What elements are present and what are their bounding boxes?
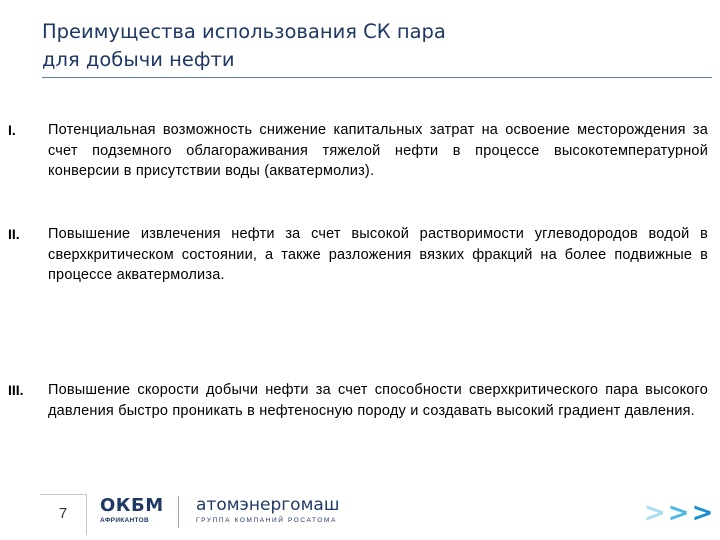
atomenergomash-logo <box>196 494 356 530</box>
list-item-number: III. <box>8 382 24 398</box>
title-divider <box>42 77 712 78</box>
page-number: 7 <box>40 494 87 535</box>
list-item-text: Повышение извлечения нефти за счет высокой растворимости углеводородов водой в сверхкритическом состоянии, а также разложения вязких фракций на более подвижные в процессе акватермолиза. <box>48 226 708 283</box>
slide-title <box>42 18 642 74</box>
list-item-text: Повышение скорости добычи нефти за счет способности сверхкритического пара высокого давления быстро проникать в нефтеносную породу и создавать высокий градиент давления. <box>48 382 708 419</box>
okbm-logo <box>100 496 170 530</box>
chevron-right-icon: > <box>644 498 668 528</box>
okbm-logo-name: ОКБМ <box>100 495 164 516</box>
list-item-number: I. <box>8 122 16 138</box>
atomenergomash-logo-name: атомэнергомаш <box>196 495 340 515</box>
footer-divider <box>178 496 179 528</box>
atomenergomash-logo-subtitle: ГРУППА КОМПАНИЙ РОСАТОМА <box>196 517 337 524</box>
okbm-logo-subtitle: АФРИКАНТОВ <box>100 517 150 524</box>
chevron-right-icon: > <box>691 498 716 528</box>
list-item-number: II. <box>8 226 20 242</box>
title-line-2: для добычи нефти <box>42 48 235 71</box>
list-item-text: Потенциальная возможность снижение капитальных затрат на освоение месторождения за счет подземного облагораживания тяжелой нефти в процессе высокотемпературной конверсии в присутствии воды (акватермолиз). <box>48 122 708 179</box>
chevron-right-icon: > <box>667 498 692 528</box>
title-line-1: Преимущества использования СК пара <box>42 20 446 43</box>
next-slide-arrows[interactable] <box>644 496 714 530</box>
